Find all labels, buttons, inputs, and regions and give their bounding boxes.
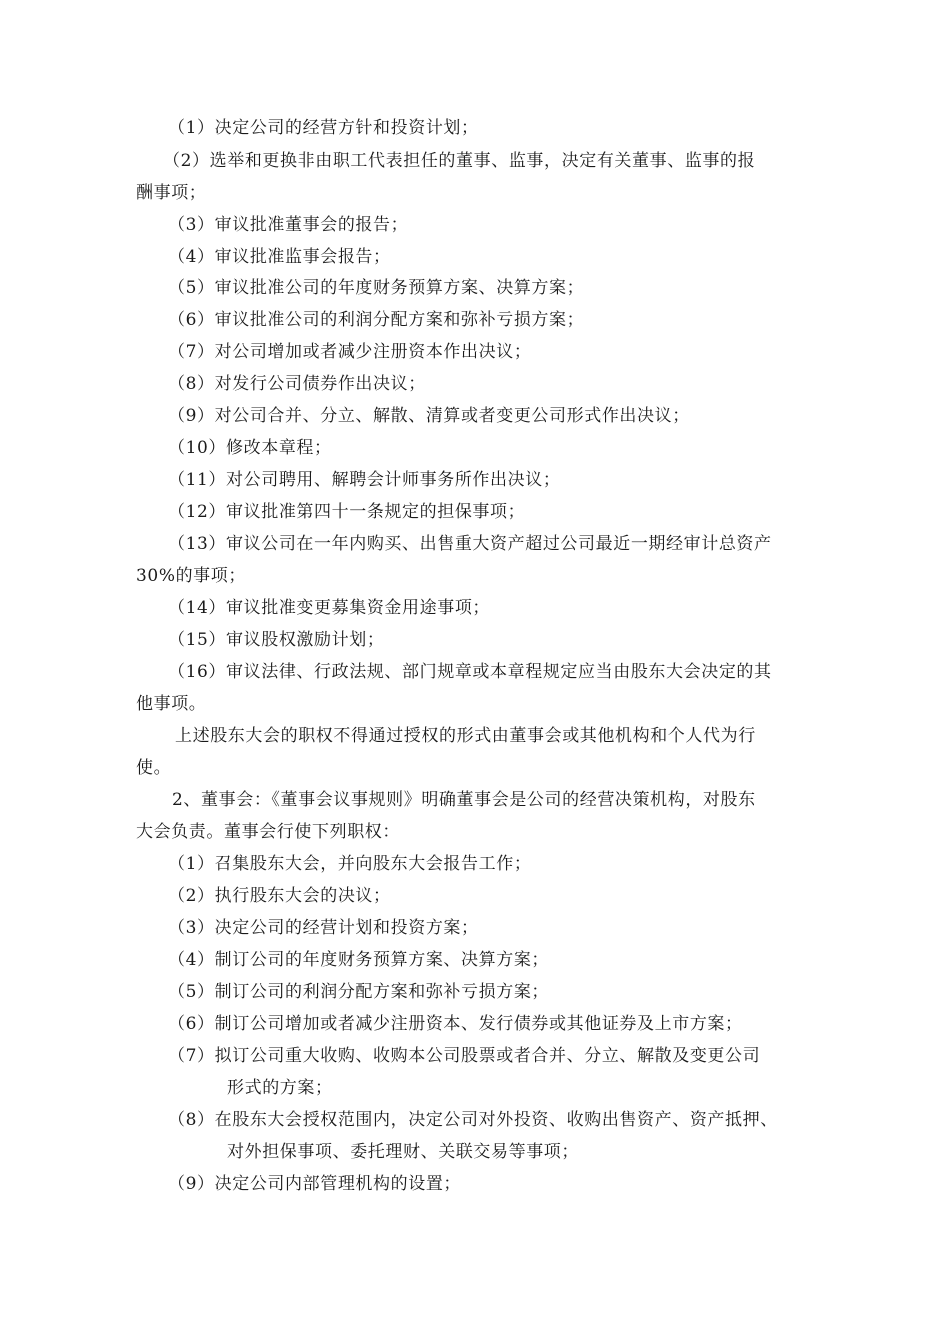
text-line: （5）审议批准公司的年度财务预算方案、决算方案； xyxy=(168,278,585,298)
text-line: （5）制订公司的利润分配方案和弥补亏损方案； xyxy=(168,982,550,1002)
text-line: （16）审议法律、行政法规、部门规章或本章程规定应当由股东大会决定的其 xyxy=(168,662,772,682)
text-line: （3）审议批准董事会的报告； xyxy=(168,215,409,235)
text-line: （10）修改本章程； xyxy=(168,438,332,458)
text-line: （8）在股东大会授权范围内，决定公司对外投资、收购出售资产、资产抵押、 xyxy=(168,1110,778,1130)
text-line: （15）审议股权激励计划； xyxy=(168,630,385,650)
text-line: （4）审议批准监事会报告； xyxy=(168,247,391,267)
text-line: （11）对公司聘用、解聘会计师事务所作出决议； xyxy=(168,470,561,490)
text-line: （3）决定公司的经营计划和投资方案； xyxy=(168,918,479,938)
text-line: （9）决定公司内部管理机构的设置； xyxy=(168,1174,462,1194)
text-line: 酬事项； xyxy=(136,183,207,203)
text-line: 形式的方案； xyxy=(227,1078,333,1098)
text-line: （7）对公司增加或者减少注册资本作出决议； xyxy=(168,342,532,362)
text-line: （9）对公司合并、分立、解散、清算或者变更公司形式作出决议； xyxy=(168,406,690,426)
text-line: （13）审议公司在一年内购买、出售重大资产超过公司最近一期经审计总资产 xyxy=(168,534,772,554)
text-line: （8）对发行公司债券作出决议； xyxy=(168,374,426,394)
text-line: 30%的事项； xyxy=(136,566,246,586)
text-line: 上述股东大会的职权不得通过授权的形式由董事会或其他机构和个人代为行 xyxy=(175,726,756,746)
text-line: （1）决定公司的经营方针和投资计划； xyxy=(168,118,479,138)
text-line: （6）制订公司增加或者减少注册资本、发行债券或其他证券及上市方案； xyxy=(168,1014,743,1034)
text-line: （7）拟订公司重大收购、收购本公司股票或者合并、分立、解散及变更公司 xyxy=(168,1046,761,1066)
text-line: （1）召集股东大会，并向股东大会报告工作； xyxy=(168,854,532,874)
text-line: 他事项。 xyxy=(136,694,207,714)
text-line: （12）审议批准第四十一条规定的担保事项； xyxy=(168,502,526,522)
text-line: （14）审议批准变更募集资金用途事项； xyxy=(168,598,491,618)
text-line: （4）制订公司的年度财务预算方案、决算方案； xyxy=(168,950,550,970)
text-line: 大会负责。董事会行使下列职权： xyxy=(136,822,400,842)
text-line: 2、董事会：《董事会议事规则》明确董事会是公司的经营决策机构，对股东 xyxy=(172,790,756,810)
text-line: 使。 xyxy=(136,758,172,778)
text-line: （2）选举和更换非由职工代表担任的董事、监事，决定有关董事、监事的报 xyxy=(163,151,756,171)
text-line: （2）执行股东大会的决议； xyxy=(168,886,391,906)
text-line: 对外担保事项、委托理财、关联交易等事项； xyxy=(227,1142,579,1162)
text-line: （6）审议批准公司的利润分配方案和弥补亏损方案； xyxy=(168,310,585,330)
